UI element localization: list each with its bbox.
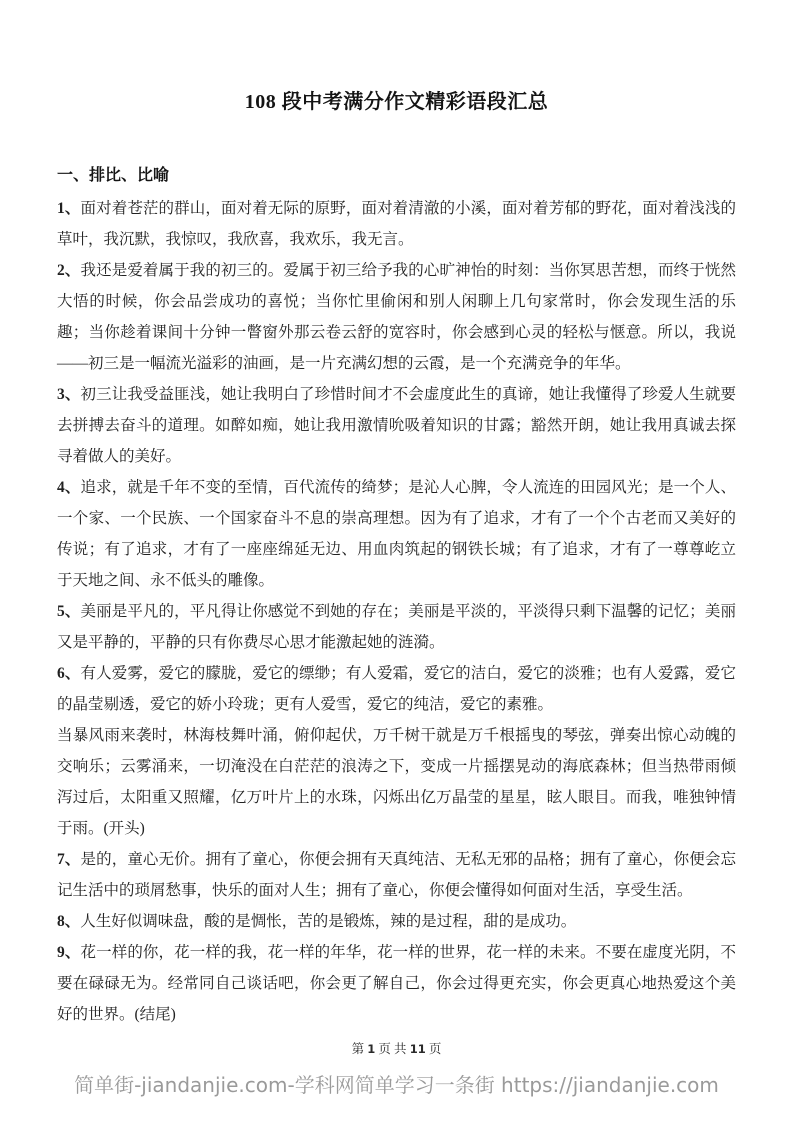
footer-prefix: 第: [351, 1042, 368, 1056]
paragraph-text: 我还是爱着属于我的初三的。爱属于初三给予我的心旷神怡的时刻：当你冥思苦想，而终于恍然大悟的时候，你会品尝成功的喜悦；当你忙里偷闲和别人闲聊上几句家常时，你会发现生活的乐趣；当你趁着课间十分钟一瞥窗外那云卷云舒的宽容时，你会感到心灵的轻松与惬意。所以，我说——初三是一幅流光溢彩的油画，是一片充满幻想的云霞，是一个充满竞争的年华。: [57, 262, 736, 372]
paragraph: [57, 472, 736, 596]
page-title: 108 段中考满分作文精彩语段汇总: [244, 91, 549, 113]
section-heading: 一、排比、比喻: [57, 167, 170, 184]
paragraph: [57, 596, 736, 658]
paragraph: [57, 844, 736, 906]
paragraph-text: 美丽是平凡的，平凡得让你感觉不到她的存在；美丽是平淡的，平淡得只剩下温馨的记忆；美丽又是平静的，平静的只有你费尽心思才能激起她的涟漪。: [57, 603, 736, 651]
paragraph: [57, 255, 736, 379]
paragraph-number: 7、: [57, 851, 81, 868]
paragraph: [57, 658, 736, 720]
paragraph-text: 初三让我受益匪浅，她让我明白了珍惜时间才不会虚度此生的真谛，她让我懂得了珍爱人生就要去拼搏去奋斗的道理。如醉如痴，她让我用激情吮吸着知识的甘露；豁然开朗，她让我用真诚去探寻着做人的美好。: [57, 386, 736, 465]
paragraph-text: 追求，就是千年不变的至情，百代流传的绮梦；是沁人心脾，令人流连的田园风光；是一个人、一个家、一个民族、一个国家奋斗不息的崇高理想。因为有了追求，才有了一个个古老而又美好的传说；有了追求，才有了一座座绵延无边、用血肉筑起的钢铁长城；有了追求，才有了一尊尊屹立于天地之间、永不低头的雕像。: [57, 479, 736, 589]
paragraph-number: 2、: [57, 262, 81, 279]
paragraph-text: 是的，童心无价。拥有了童心，你便会拥有天真纯洁、无私无邪的品格；拥有了童心，你便会忘记生活中的琐屑愁事，快乐的面对人生；拥有了童心，你便会懂得如何面对生活，享受生活。: [57, 851, 736, 899]
footer-middle: 页 共: [375, 1042, 410, 1056]
paragraph: [57, 379, 736, 472]
paragraph-text: 人生好似调味盘，酸的是惆怅，苦的是锻炼，辣的是过程，甜的是成功。: [80, 913, 577, 930]
paragraph: [57, 937, 736, 1030]
page-content: [57, 0, 736, 1030]
paragraph-number: 6、: [57, 665, 81, 682]
footer-page-number: 1: [367, 1042, 376, 1056]
paragraph-number: 8、: [57, 913, 81, 930]
paragraph-number: 4、: [57, 479, 81, 496]
paragraph: [57, 906, 736, 937]
paragraph-number: 5、: [57, 603, 81, 620]
paragraph-text: 有人爱雾，爱它的朦胧，爱它的缥缈；有人爱霜，爱它的洁白，爱它的淡雅；也有人爱露，爱它的晶莹剔透，爱它的娇小玲珑；更有人爱雪，爱它的纯洁，爱它的素雅。: [57, 665, 736, 713]
footer-suffix: 页: [425, 1042, 442, 1056]
page-footer: [0, 1039, 793, 1057]
paragraph: [57, 720, 736, 844]
footer-total-pages: 11: [409, 1042, 426, 1056]
paragraph: [57, 193, 736, 255]
paragraph-number: 3、: [57, 386, 81, 403]
paragraph-number: 9、: [57, 944, 81, 961]
paragraph-number: 1、: [57, 200, 81, 217]
watermark-text: 简单街-jiandanjie.com-学科网简单学习一条街 https://jiandanjie.com: [74, 1073, 719, 1097]
body-text: [57, 193, 736, 1030]
paragraph-text: 面对着苍茫的群山，面对着无际的原野，面对着清澈的小溪，面对着芳郁的野花，面对着浅浅的草叶，我沉默，我惊叹，我欣喜，我欢乐，我无言。: [57, 200, 736, 248]
paragraph-text: 花一样的你，花一样的我，花一样的年华，花一样的世界，花一样的未来。不要在虚度光阴，不要在碌碌无为。经常同自己谈话吧，你会更了解自己，你会过得更充实，你会更真心地热爱这个美好的世界。(结尾): [57, 944, 736, 1023]
paragraph-text: 当暴风雨来袭时，林海枝舞叶涌，俯仰起伏，万千树干就是万千根摇曳的琴弦，弹奏出惊心动魄的交响乐；云雾涌来，一切淹没在白茫茫的浪涛之下，变成一片摇摆晃动的海底森林；但当热带雨倾泻过后，太阳重又照耀，亿万叶片上的水珠，闪烁出亿万晶莹的星星，眩人眼目。而我，唯独钟情于雨。(开头): [57, 727, 736, 837]
